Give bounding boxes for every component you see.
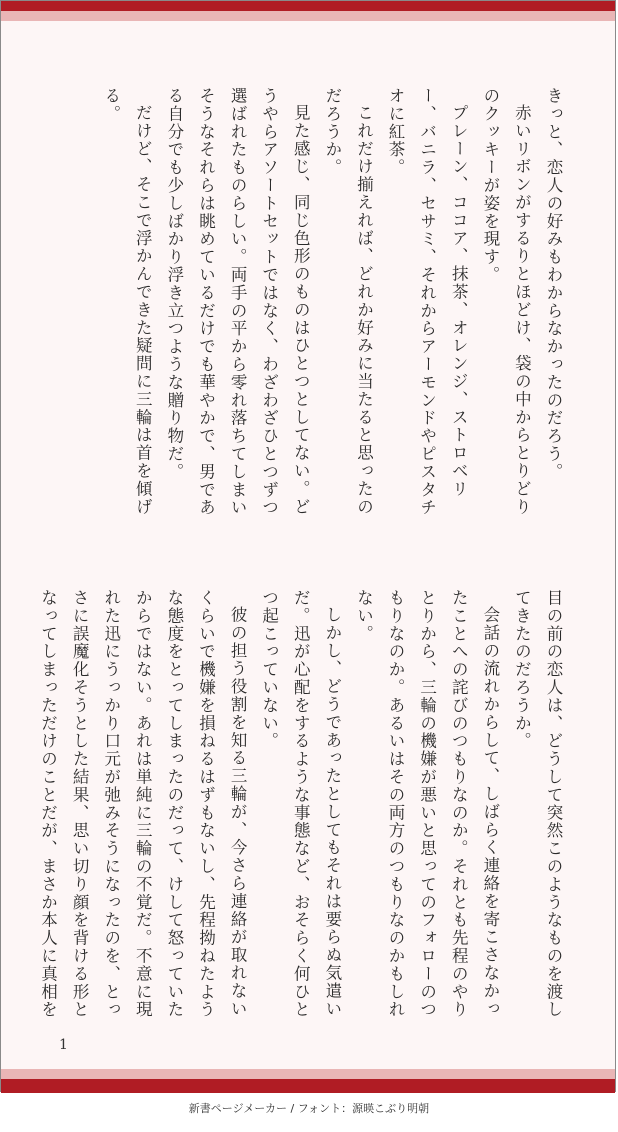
- paragraph: だけど、そこで浮かんできた疑問に三輪は首を傾げる。: [101, 87, 153, 516]
- paragraph: プレーン、ココア、抹茶、オレンジ、ストロベリー、バニラ、セサミ、それからアーモンドやピスタチオに紅茶。: [386, 87, 469, 517]
- paragraph: しかし、どうであったとしてもそれは要らぬ気遣いだ。迅が心配をするような事態など、おそらく何ひとつ起こっていない。: [259, 589, 342, 1019]
- paragraph: これだけ揃えれば、どれか好みに当たると思ったのだろうか。: [322, 87, 374, 516]
- paragraph: 見た感じ、同じ色形のものはひとつとしてない。どうやらアソートセットではなく、わざわざひとつずつ選ばれたものらしい。両手の平から零れ落ちてしまいそうなそれらは眺めているだけでも華やかで、男である自分でも少しばかり浮き立つような贈り物だ。: [164, 87, 311, 517]
- top-border-dark: [1, 1, 615, 11]
- paragraph: 目の前の恋人は、どうして突然このようなものを渡してきたのだろうか。: [512, 589, 563, 1019]
- paragraph: 会話の流れからして、しばらく連絡を寄こさなかったことへの詫びのつもりなのか。それとも先程のやりとりから、三輪の機嫌が悪いと思ってのフォローのつもりなのか。あるいはその両方のつもりなのかもしれない。: [354, 589, 500, 1019]
- text-column-top: [49, 87, 569, 517]
- bottom-border-light: [1, 1069, 615, 1079]
- paragraph: 赤いリボンがするりとほどけ、袋の中からとりどりのクッキーが姿を現す。: [480, 87, 532, 516]
- page-number: 1: [59, 1037, 68, 1053]
- paragraph: 彼の担う役割を知る三輪が、今さら連絡が取れないくらいで機嫌を損ねるはずもないし、先程拗ねたような態度をとってしまったのだって、けして怒っていたからではない。あれは単純に三輪の不覚だ。不意に現れた迅にうっかり口元が弛みそうになったのを、とっさに誤魔化そうとした結果、思い切り顔を背ける形となってしまっただけのことだが、まさか本人に真相を: [38, 589, 248, 1019]
- bottom-border-dark: [1, 1079, 615, 1093]
- text-column-bottom: [38, 589, 569, 1019]
- top-border-light: [1, 11, 615, 21]
- paragraph: きっと、恋人の好みもわからなかったのだろう。: [544, 87, 563, 481]
- footer-credit: 新書ページメーカー / フォント：源暎こぶり明朝: [188, 1102, 430, 1115]
